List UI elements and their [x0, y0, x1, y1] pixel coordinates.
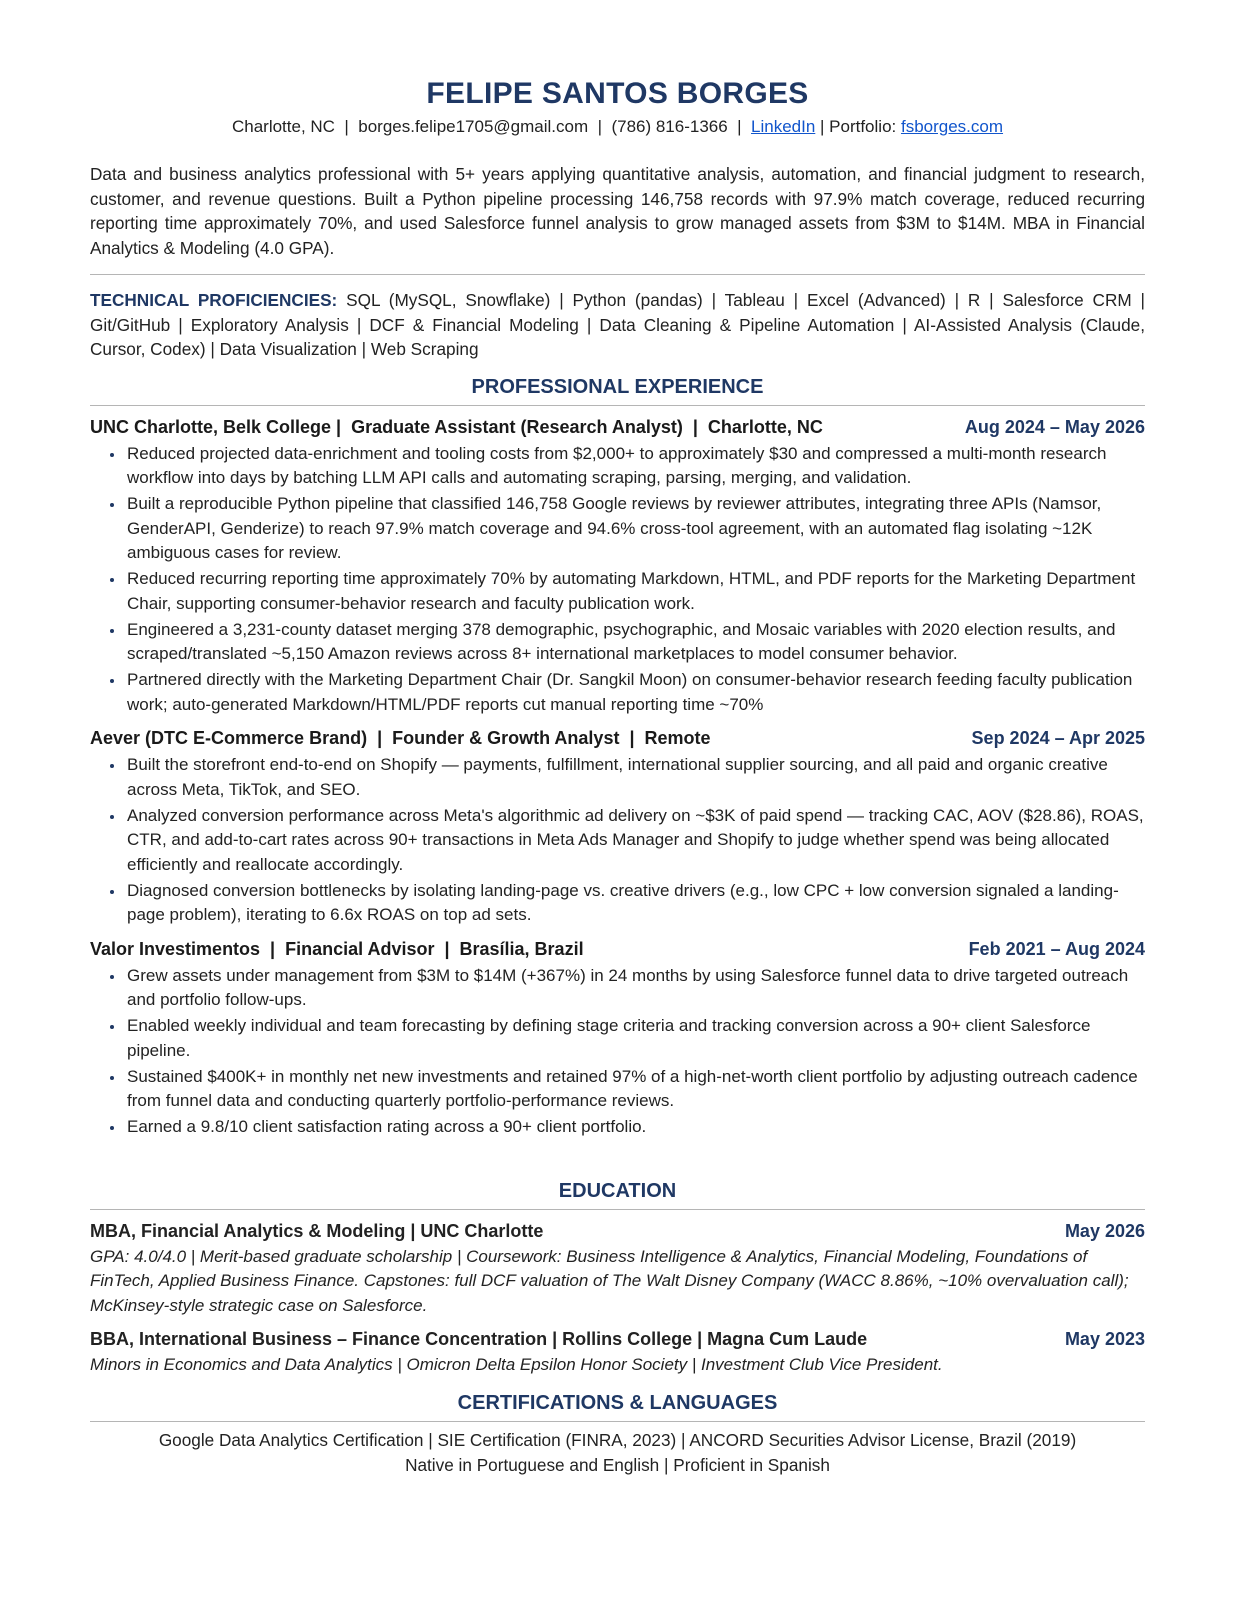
degree-detail: GPA: 4.0/4.0 | Merit-based graduate scholarship | Coursework: Business Intelligence & Analytics, Financial Modeling, Foundations of FinTech, Applied Business Finance. Capstones: full DCF valuation of The Walt Disney Company (WACC 8.86%, ~10% overvaluation call); McKinsey-style strategic case on Salesforce.: [90, 1246, 1129, 1315]
bullet-list: [90, 442, 1145, 718]
bullet-item: • Grew assets under management from $3M to $14M (+367%) in 24 months by using Salesforce funnel data to drive targeted outreach and portfolio follow-ups.: [125, 964, 1145, 1013]
summary-paragraph: Data and business analytics professional with 5+ years applying quantitative analysis, automation, and financial judgment to research, customer, and revenue questions. Built a Python pipeline processing 146,758 records with 97.9% match coverage, reduced recurring reporting time approximately 70%, and used Salesforce funnel analysis to grow managed assets from $3M to $14M. MBA in Financial Analytics & Modeling (4.0 GPA).: [90, 164, 1145, 258]
divider: [90, 405, 1145, 406]
experience-list: [90, 415, 1145, 1140]
bullet-item: • Built a reproducible Python pipeline that classified 146,758 Google reviews by reviewer attributes, integrating three APIs (Namsor, GenderAPI, Genderize) to reach 97.9% match coverage and 94.6% cross-tool agreement, with an automated flag isolating ~12K ambiguous cases for review.: [125, 492, 1145, 566]
bullet-item: • Analyzed conversion performance across Meta's algorithmic ad delivery on ~$3K of paid spend — tracking CAC, AOV ($28.86), ROAS, CTR, and add-to-cart rates across 90+ transactions in Meta Ads Manager and Shopify to judge whether spend was being allocated efficiently and reallocate accordingly.: [125, 804, 1145, 878]
bullet-item: • Partnered directly with the Marketing Department Chair (Dr. Sangkil Moon) on consumer-behavior research feeding faculty publication work; auto-generated Markdown/HTML/PDF reports cut manual reporting time ~70%: [125, 668, 1145, 717]
degree-date: May 2026: [1064, 1220, 1145, 1241]
degree-date: May 2023: [1064, 1329, 1145, 1349]
job-heading: UNC Charlotte, Belk College | Graduate Assistant (Research Analyst) | Charlotte, NC: [90, 416, 823, 437]
divider: [90, 1209, 1145, 1210]
bullet-list: [90, 964, 1145, 1140]
job-dates: Feb 2021 – Aug 2024: [968, 938, 1145, 959]
divider: [90, 1421, 1145, 1422]
degree-mba: [90, 1219, 1145, 1319]
certifications-list: [90, 1428, 1145, 1478]
section-title-certifications: CERTIFICATIONS & LANGUAGES: [457, 1391, 778, 1414]
job-heading: Aever (DTC E-Commerce Brand) | Founder & Growth Analyst | Remote: [90, 728, 711, 748]
technical-label: TECHNICAL PROFICIENCIES:: [90, 290, 338, 310]
divider: [90, 274, 1145, 275]
job-dates: Sep 2024 – Apr 2025: [971, 728, 1145, 748]
bullet-item: • Built the storefront end-to-end on Shopify — payments, fulfillment, international supplier sourcing, and all paid and organic creative across Meta, TikTok, and SEO.: [125, 753, 1145, 802]
experience-entry: [90, 726, 1145, 928]
contact-text: Charlotte, NC | borges.felipe1705@gmail.com | (786) 816-1366 |: [231, 117, 752, 136]
technical-proficiencies: [90, 288, 1145, 362]
experience-heading-row: [90, 937, 1145, 961]
bullet-item: • Reduced projected data-enrichment and tooling costs from $2,000+ to approximately $30 and compressed a multi-month research workflow into days by batching LLM API calls and automating scraping, parsing, merging, and validation.: [125, 442, 1145, 491]
portfolio-prefix: | Portfolio:: [815, 117, 901, 136]
experience-entry: [90, 415, 1145, 718]
bullet-item: • Sustained $400K+ in monthly net new investments and retained 97% of a high-net-worth client portfolio by adjusting outreach cadence from funnel data and conducting quarterly portfolio-performance reviews.: [125, 1065, 1145, 1114]
bullet-item: • Reduced recurring reporting time approximately 70% by automating Markdown, HTML, and PDF reports for the Marketing Department Chair, supporting consumer-behavior research and faculty publication work.: [125, 567, 1145, 616]
candidate-name: FELIPE SANTOS BORGES: [426, 77, 809, 110]
degree-heading: BBA, International Business – Finance Concentration | Rollins College | Magna Cum Laude: [90, 1329, 868, 1349]
technical-text: SQL (MySQL, Snowflake) | Python (pandas) | Tableau | Excel (Advanced) | R | Salesforce CRM | Git/GitHub | Exploratory Analysis | DCF & Financial Modeling | Data Cleaning & Pipeline Automation | AI-Assisted Analysis (Claude, Cursor, Codex) | Data Visualization | Web Scraping: [90, 290, 1145, 359]
portfolio-link[interactable]: fsborges.com: [900, 117, 1004, 136]
section-title-education: EDUCATION: [558, 1179, 677, 1202]
experience-entry: [90, 937, 1145, 1140]
experience-heading-row: [90, 415, 1145, 439]
job-heading: Valor Investimentos | Financial Advisor | Brasília, Brazil: [90, 938, 584, 959]
linkedin-link[interactable]: LinkedIn: [751, 117, 816, 136]
resume-page: [90, 76, 1145, 1478]
degree-detail: Minors in Economics and Data Analytics | Omicron Delta Epsilon Honor Society | Investment Club Vice President.: [90, 1355, 943, 1374]
languages-line: Native in Portuguese and English | Proficient in Spanish: [405, 1454, 830, 1475]
bullet-item: • Enabled weekly individual and team forecasting by defining stage criteria and tracking conversion across a 90+ client Salesforce pipeline.: [125, 1014, 1145, 1063]
bullet-item: • Engineered a 3,231-county dataset merging 378 demographic, psychographic, and Mosaic variables with 2020 election results, and scraped/translated ~5,150 Amazon reviews across 8+ international marketplaces to model consumer behavior.: [125, 618, 1145, 667]
bullet-list: [90, 753, 1145, 928]
experience-heading-row: [90, 726, 1145, 750]
degree-heading: MBA, Financial Analytics & Modeling | UNC Charlotte: [90, 1220, 544, 1241]
section-title-experience: PROFESSIONAL EXPERIENCE: [471, 375, 764, 398]
certifications-line: Google Data Analytics Certification | SIE Certification (FINRA, 2023) | ANCORD Securities Advisor License, Brazil (2019): [158, 1429, 1077, 1450]
bullet-item: • Earned a 9.8/10 client satisfaction rating across a 90+ client portfolio.: [125, 1115, 1145, 1140]
degree-bba: [90, 1327, 1145, 1378]
contact-line: [90, 116, 1145, 138]
bullet-item: • Diagnosed conversion bottlenecks by isolating landing-page vs. creative drivers (e.g., low CPC + low conversion signaled a landing-page problem), iterating to 6.6x ROAS on top ad sets.: [125, 879, 1145, 928]
job-dates: Aug 2024 – May 2026: [964, 416, 1145, 437]
